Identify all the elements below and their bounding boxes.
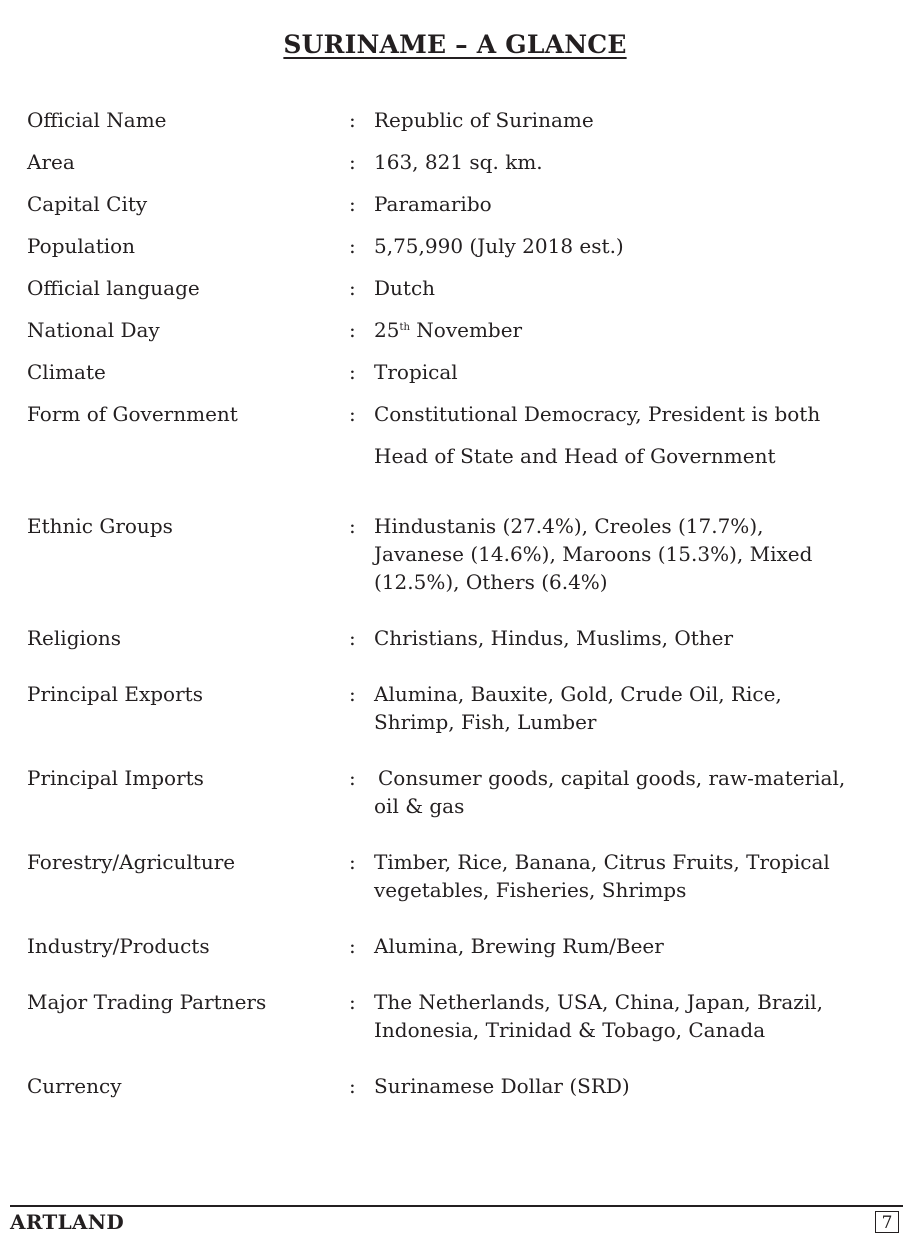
fact-label: Major Trading Partners — [27, 990, 267, 1014]
fact-separator: : — [349, 192, 356, 216]
fact-value: Alumina, Brewing Rum/Beer — [374, 934, 664, 958]
fact-label: Form of Government — [27, 402, 238, 426]
fact-value: Christians, Hindus, Muslims, Other — [374, 626, 734, 650]
fact-label: Area — [27, 150, 75, 174]
day-number: 25 — [374, 318, 400, 342]
fact-label: National Day — [27, 318, 160, 342]
fact-separator: : — [349, 234, 356, 258]
fact-label: Principal Imports — [27, 766, 204, 790]
fact-separator: : — [349, 514, 356, 538]
fact-value — [374, 764, 878, 820]
fact-separator: : — [349, 990, 356, 1014]
fact-separator: : — [349, 626, 356, 650]
fact-label: Religions — [27, 626, 122, 650]
fact-value: Surinamese Dollar (SRD) — [374, 1074, 630, 1098]
fact-label: Principal Exports — [27, 682, 203, 706]
fact-separator: : — [349, 276, 356, 300]
fact-label: Population — [27, 234, 136, 258]
fact-value: The Netherlands, USA, China, Japan, Brazil, Indonesia, Trinidad & Tobago, Canada — [374, 990, 823, 1042]
fact-separator: : — [349, 150, 356, 174]
fact-separator: : — [349, 108, 356, 132]
fact-value: Timber, Rice, Banana, Citrus Fruits, Tropical vegetables, Fisheries, Shrimps — [374, 850, 830, 902]
fact-separator: : — [349, 766, 356, 790]
fact-separator: : — [349, 318, 356, 342]
fact-separator: : — [349, 1074, 356, 1098]
fact-value-line: oil & gas — [374, 794, 465, 818]
fact-label: Currency — [27, 1074, 122, 1098]
fact-value-line: Consumer goods, capital goods, raw-material, — [378, 766, 846, 790]
fact-label: Capital City — [27, 192, 148, 216]
fact-separator: : — [349, 360, 356, 384]
fact-value: Alumina, Bauxite, Gold, Crude Oil, Rice, Shrimp, Fish, Lumber — [374, 682, 782, 734]
fact-label: Industry/Products — [27, 934, 210, 958]
fact-value: 5,75,990 (July 2018 est.) — [374, 234, 624, 258]
fact-value: 163, 821 sq. km. — [374, 150, 543, 174]
fact-value: Tropical — [374, 360, 458, 384]
fact-value: Republic of Suriname — [374, 108, 594, 132]
month-name: November — [409, 318, 523, 342]
publisher-name: ARTLAND — [10, 1210, 124, 1234]
fact-value: Paramaribo — [374, 192, 492, 216]
fact-value: Constitutional Democracy, President is both Head of State and Head of Government — [374, 402, 821, 468]
fact-separator: : — [349, 934, 356, 958]
fact-value: Dutch — [374, 276, 436, 300]
fact-label: Ethnic Groups — [27, 514, 173, 538]
fact-label: Climate — [27, 360, 106, 384]
page-number: 7 — [875, 1211, 899, 1233]
fact-separator: : — [349, 402, 356, 426]
page-title: SURINAME – A GLANCE — [283, 30, 627, 59]
fact-label: Official language — [27, 276, 200, 300]
fact-value — [374, 316, 874, 344]
footer-divider — [10, 1205, 903, 1207]
fact-label: Official Name — [27, 108, 167, 132]
fact-separator: : — [349, 850, 356, 874]
fact-label: Forestry/Agriculture — [27, 850, 236, 874]
fact-separator: : — [349, 682, 356, 706]
ordinal-suffix: th — [399, 322, 410, 333]
fact-value: Hindustanis (27.4%), Creoles (17.7%), Javanese (14.6%), Maroons (15.3%), Mixed (12.5%), Others (6.4%) — [374, 514, 813, 594]
